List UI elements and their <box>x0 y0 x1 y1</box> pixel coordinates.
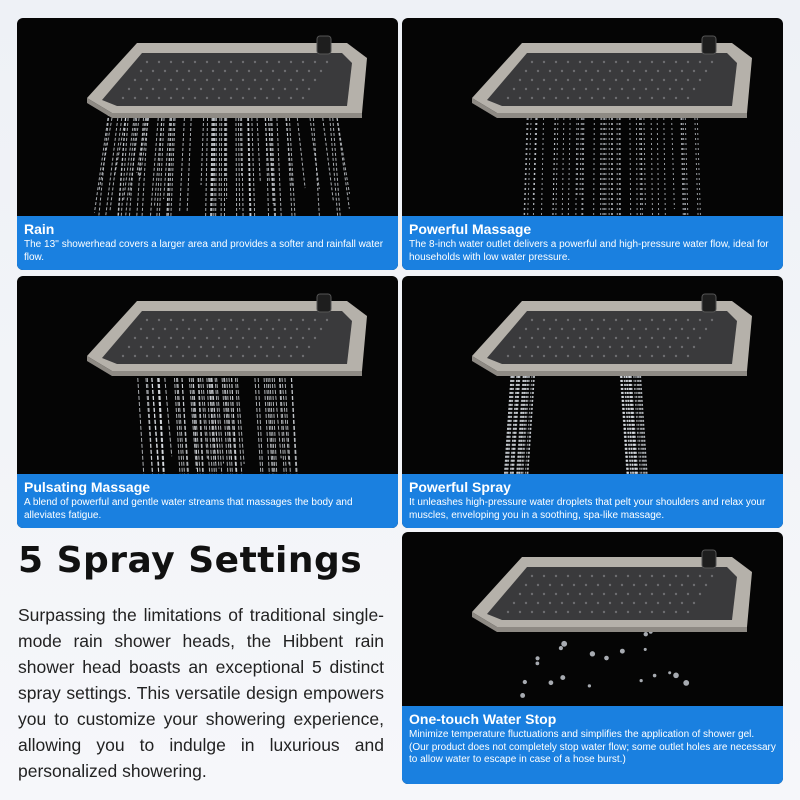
caption-title-one-touch-water-stop: One-touch Water Stop <box>409 711 557 727</box>
caption-text-powerful-spray: It unleashes high-pressure water droplets that pelt your shoulders and relax your muscles, enveloping you in a soothing, spa-like massage. <box>409 497 766 521</box>
caption-one-touch-water-stop <box>402 706 783 784</box>
caption-rain <box>17 216 398 270</box>
page-heading: 5 Spray Settings <box>18 540 363 581</box>
caption-text-powerful-massage: The 8-inch water outlet delivers a powerful and high-pressure water flow, ideal for households with low water pressure. <box>409 239 769 263</box>
panel-one-touch-water-stop <box>402 532 783 784</box>
caption-powerful-massage <box>402 216 783 270</box>
panel-pulsating-massage <box>17 276 398 528</box>
panel-rain <box>17 18 398 270</box>
caption-pulsating-massage <box>17 474 398 528</box>
caption-text-rain: The 13'' showerhead covers a larger area and provides a softer and rainfall water flow. <box>24 239 384 263</box>
description-text: Surpassing the limitations of traditional single-mode rain shower heads, the Hibbent rain shower head boasts an exceptional 5 distinct spray settings. This versatile design empowers you to customize your showering experience, allowing you to indulge in luxurious and personalized showering. <box>18 605 384 781</box>
caption-text-pulsating-massage: A blend of powerful and gentle water streams that massages the body and alleviates fatigue. <box>24 497 353 521</box>
caption-title-pulsating-massage: Pulsating Massage <box>24 479 151 495</box>
caption-title-rain: Rain <box>24 221 55 237</box>
caption-title-powerful-massage: Powerful Massage <box>409 221 532 237</box>
panel-powerful-massage <box>402 18 783 270</box>
caption-title-powerful-spray: Powerful Spray <box>409 479 511 495</box>
caption-text-one-touch-water-stop: Minimize temperature fluctuations and simplifies the application of shower gel. (Our product does not completely stop water flow; some outlet holes are necessary to allow water to escape in case of a hose burst.) <box>409 729 776 765</box>
caption-powerful-spray <box>402 474 783 528</box>
panel-powerful-spray <box>402 276 783 528</box>
